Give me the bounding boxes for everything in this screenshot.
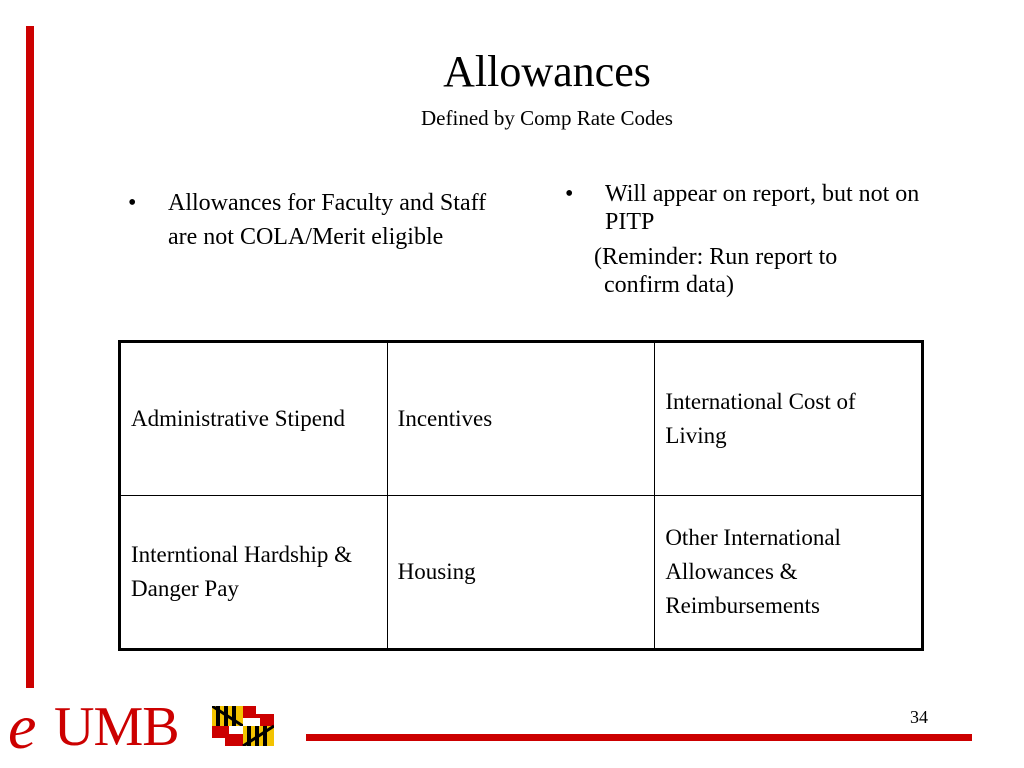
table-cell: International Cost of Living — [655, 342, 923, 496]
table-cell: Incentives — [387, 342, 655, 496]
slide-title: Allowances — [443, 47, 651, 96]
bottom-accent-bar — [306, 734, 972, 741]
slide-subtitle: Defined by Comp Rate Codes — [421, 106, 673, 130]
table-cell: Other International Allowances & Reimbursements — [655, 496, 923, 650]
reminder-line-2: confirm data) — [604, 272, 734, 298]
table-cell: Housing — [387, 496, 655, 650]
logo-name: UMB — [54, 696, 179, 758]
bullet-marker: • — [128, 190, 137, 216]
page-number: 34 — [910, 707, 928, 727]
reminder-note — [594, 243, 914, 299]
eumb-logo — [4, 690, 294, 760]
bullet-text: Allowances for Faculty and Staff are not COLA/Merit eligible — [168, 190, 487, 250]
bullet-marker: • — [565, 181, 574, 207]
maryland-flag-icon — [212, 706, 274, 746]
table-row — [120, 496, 923, 650]
bullet-text: Will appear on report, but not on PITP — [605, 181, 920, 235]
table-cell: Administrative Stipend — [120, 342, 388, 496]
table-cell: Interntional Hardship & Danger Pay — [120, 496, 388, 650]
logo-prefix: e — [8, 691, 37, 762]
table-row — [120, 342, 923, 496]
reminder-line-1: (Reminder: Run report to — [594, 244, 838, 270]
allowances-table — [118, 340, 924, 651]
